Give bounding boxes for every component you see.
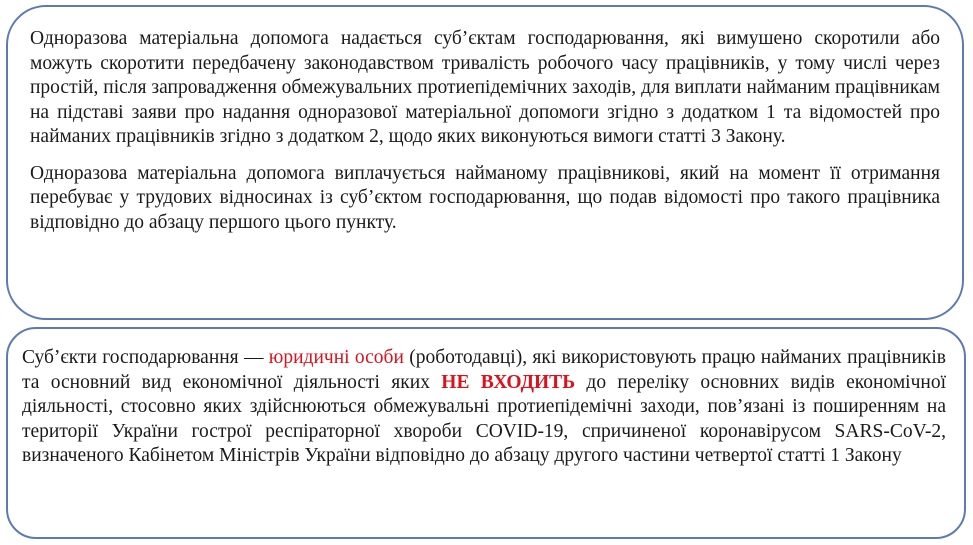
text-segment: до переліку основних видів економічної діяльності, стосовно яких здійснюються обмежувальні протиепідемічні заходи, пов’язані із поширенням на території України гострої респіраторної хвороби COVID-19, спричиненої коронавірусом SARS-CoV-2, визначеного Кабінетом Міністрів України відповідно до абзацу другого частини четвертої статті 1 Закону bbox=[22, 371, 946, 466]
legal-entities-highlight: юридичні особи bbox=[268, 347, 404, 368]
text-segment: (роботодавці), які використовують працю найманих працівників та основний вид економічної діяльності яких bbox=[22, 347, 946, 393]
not-included-highlight: НЕ ВХОДИТЬ bbox=[441, 371, 576, 393]
eligible-entities-box bbox=[6, 327, 966, 539]
paragraph-eligible-entities bbox=[22, 346, 946, 469]
paragraph-assistance-payment: Одноразова матеріальна допомога виплачується найманому працівникові, який на момент її отримання перебуває у трудових відносинах із суб’єктом господарювання, що подав відомості про такого працівника відповідно до абзацу першого цього пункту. bbox=[30, 162, 940, 233]
text-segment: Суб’єкти господарювання — bbox=[22, 347, 269, 368]
conditions-box bbox=[6, 5, 964, 320]
paragraph-assistance-purpose: Одноразова матеріальна допомога надається суб’єктам господарювання, які вимушено скоротили або можуть скоротити передбачену законодавством тривалість робочого часу працівників, у тому числі через простій, після запровадження обмежувальних протиепідемічних заходів, для виплати найманим працівникам на підставі заяви про надання одноразової матеріальної допомоги згідно з додатком 1 та відомостей про найманих працівників згідно з додатком 2, щодо яких виконуються вимоги статті 3 Закону. bbox=[30, 28, 940, 147]
